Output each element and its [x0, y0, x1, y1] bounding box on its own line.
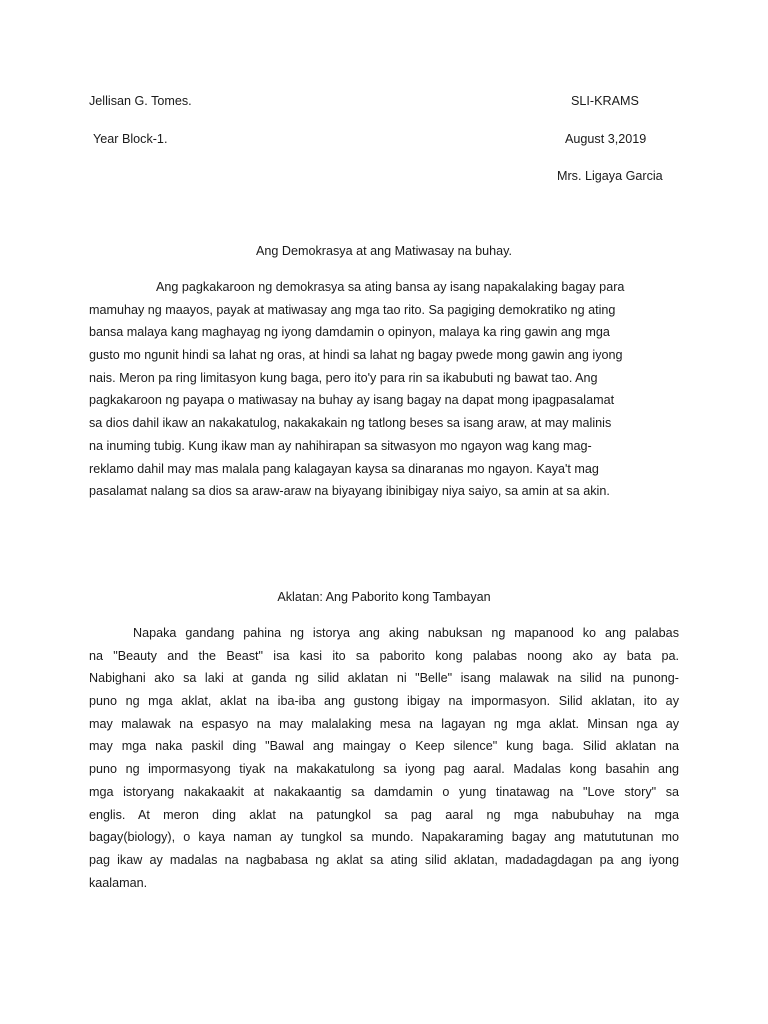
essay1-line: Ang pagkakaroon ng demokrasya sa ating bansa ay isang napakalaking bagay para — [156, 280, 625, 294]
essay2-line: Nabighani ako sa laki at ganda ng silid aklatan ni "Belle" isang malawak na silid na punong- — [89, 671, 679, 686]
essay2-line: puno ng impormasyong tiyak na makakatulong sa iyong pag aaral. Madalas kong basahin ang — [89, 762, 679, 777]
essay2-line: puno ng mga aklat, aklat na iba-iba ang gustong ibigay na impormasyon. Silid aklatan, ito ay — [89, 694, 679, 709]
essay2-line: na "Beauty and the Beast" isa kasi ito sa paborito kong palabas noong ako ay bata pa. — [89, 648, 679, 663]
essay2-line: bagay(biology), o kaya naman ay tungkol sa mundo. Napakaraming bagay ang matututunan mo — [89, 830, 679, 845]
essay1-line: gusto mo ngunit hindi sa lahat ng oras, at hindi sa lahat ng bagay pwede mong gawin ang iyong — [89, 348, 623, 363]
essay1-line: pasalamat nalang sa dios sa araw-araw na biyayang ibinibigay niya saiyo, sa amin at sa akin. — [89, 484, 610, 499]
essay1-line: pagkakaroon ng payapa o matiwasay na buhay ay isang bagay na dapat mong ipagpasalamat — [89, 393, 615, 408]
essay1-line: nais. Meron pa ring limitasyon kung baga, pero ito'y para rin sa ikabubuti ng bawat tao. Ang — [89, 370, 598, 385]
year-block: Year Block-1. — [93, 132, 168, 146]
essay2-body — [89, 622, 679, 894]
essay1-line: sa dios dahil ikaw an nakakatulog, nakakakain ng tatlong beses sa isang araw, at may malinis — [89, 416, 612, 431]
essay2-title: Aklatan: Ang Paborito kong Tambayan — [277, 590, 491, 604]
essay2-line: pag ikaw ay madalas na nagbabasa ng aklat sa ating silid aklatan, madadagdagan pa ang iyong — [89, 852, 679, 867]
document-date: August 3,2019 — [565, 132, 647, 146]
essay1-line: bansa malaya kang maghayag ng iyong damdamin o opinyon, malaya ka ring gawin ang mga — [89, 325, 610, 340]
essay1-body — [89, 276, 679, 503]
essay1-line: mamuhay ng maayos, payak at matiwasay ang mga tao rito. Sa pagiging demokratiko ng ating — [89, 302, 616, 317]
essay2-line: mga istoryang nakakaakit at nakakaantig sa damdamin o yung tinatawag na "Love story" sa — [89, 784, 679, 799]
essay1-line: na inuming tubig. Kung ikaw man ay nahihirapan sa sitwasyon mo ngayon wag kang mag- — [89, 438, 592, 453]
essay2-line: may malawak na espasyo na may malalaking mesa na lagayan ng mga aklat. Minsan nga ay — [89, 716, 679, 731]
essay2-line: may mga naka paskil ding "Bawal ang maingay o Keep silence" kung baga. Silid aklatan na — [89, 739, 679, 754]
essay2-line: Napaka gandang pahina ng istorya ang aking nabuksan ng mapanood ko ang palabas — [133, 626, 679, 640]
school-name: SLI-KRAMS — [571, 94, 639, 108]
author-name: Jellisan G. Tomes. — [89, 94, 192, 108]
essay1-title: Ang Demokrasya at ang Matiwasay na buhay. — [256, 244, 512, 258]
teacher-name: Mrs. Ligaya Garcia — [557, 169, 663, 183]
essay1-line: reklamo dahil may mas malala pang kalagayan kaysa sa dinaranas mo ngayon. Kaya't mag — [89, 461, 599, 476]
essay2-line: englis. At meron ding aklat na patungkol sa pag aaral ng mga nabubuhay na mga — [89, 807, 679, 822]
essay2-line: kaalaman. — [89, 875, 148, 890]
